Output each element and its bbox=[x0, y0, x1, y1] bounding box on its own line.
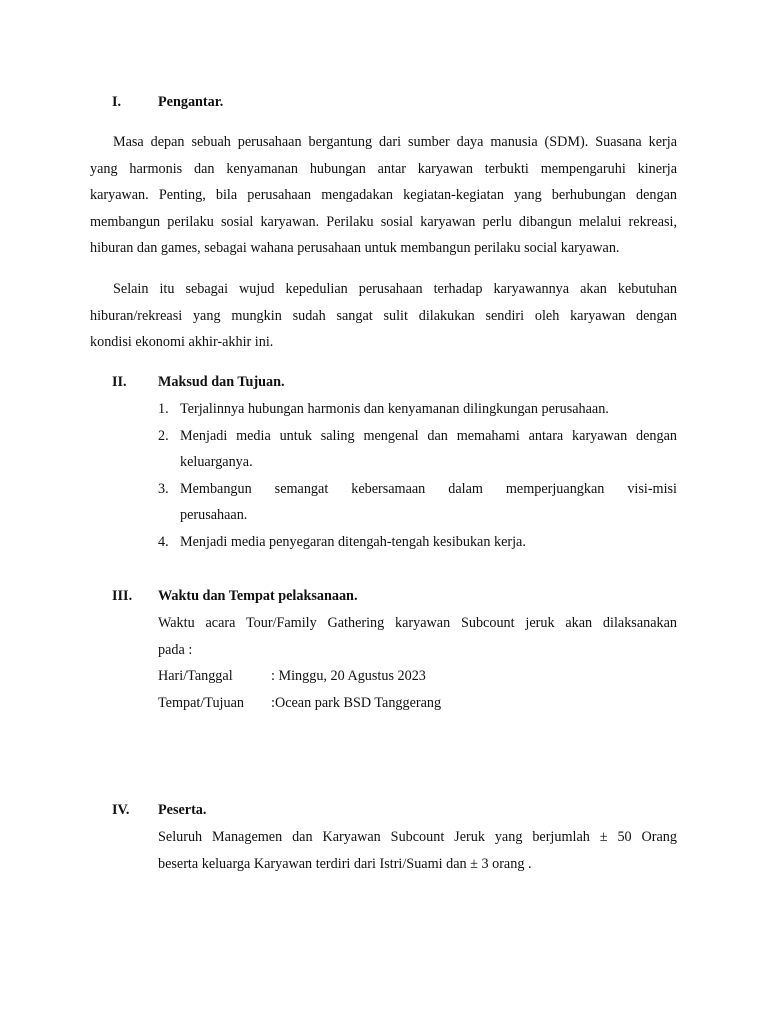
section-4-number: IV. bbox=[112, 802, 130, 818]
section-2-title: Maksud dan Tujuan. bbox=[158, 374, 285, 390]
paragraph-line: Seluruh Managemen dan Karyawan Subcount Jeruk yang berjumlah ± 50 Orang bbox=[158, 829, 677, 845]
section-1-paragraph-1 bbox=[90, 129, 677, 262]
list-item-text: keluarganya. bbox=[180, 454, 253, 470]
list-item-text: Menjadi media penyegaran ditengah-tengah kesibukan kerja. bbox=[180, 533, 526, 550]
section-1-title: Pengantar. bbox=[158, 94, 224, 110]
paragraph-line: kondisi ekonomi akhir-akhir ini. bbox=[90, 334, 274, 350]
list-item-text: Terjalinnya hubungan harmonis dan kenyamanan dilingkungan perusahaan. bbox=[180, 401, 609, 417]
section-1-paragraph-2 bbox=[90, 276, 677, 356]
list-item-number: 3. bbox=[158, 480, 169, 497]
paragraph-line: hiburan/rekreasi yang mungkin sudah sangat sulit dilakukan sendiri oleh karyawan dengan bbox=[90, 307, 677, 324]
place-label: Tempat/Tujuan bbox=[158, 695, 244, 711]
list-item-text: perusahaan. bbox=[180, 507, 248, 523]
section-4-paragraph bbox=[158, 824, 677, 877]
place-value: :Ocean park BSD Tanggerang bbox=[271, 695, 442, 711]
section-4-title: Peserta. bbox=[158, 802, 207, 818]
date-value: : Minggu, 20 Agustus 2023 bbox=[271, 668, 426, 684]
list-item-number: 4. bbox=[158, 533, 169, 550]
paragraph-line: pada : bbox=[158, 641, 193, 658]
paragraph-line: karyawan. Penting, bila perusahaan mengadakan kegiatan-kegiatan yang berhubungan dengan bbox=[90, 187, 677, 203]
section-3-title: Waktu dan Tempat pelaksanaan. bbox=[158, 588, 358, 604]
list-item bbox=[158, 529, 677, 556]
date-label: Hari/Tanggal bbox=[158, 668, 233, 684]
section-2-number: II. bbox=[112, 374, 127, 390]
section-3-number: III. bbox=[112, 588, 133, 604]
list-item-text: Membangun semangat kebersamaan dalam memperjuangkan visi-misi bbox=[180, 480, 677, 497]
list-item-number: 1. bbox=[158, 401, 169, 417]
section-1-number: I. bbox=[112, 94, 122, 110]
list-item-text: Menjadi media untuk saling mengenal dan memahami antara karyawan dengan bbox=[180, 427, 677, 444]
paragraph-line: hiburan dan games, sebagai wahana perusahaan untuk membangun perilaku social karyawan. bbox=[90, 240, 620, 256]
list-item bbox=[158, 476, 677, 529]
paragraph-line: yang harmonis dan kenyamanan hubungan antar karyawan terbukti mempengaruhi kinerja bbox=[90, 160, 677, 177]
paragraph-line: Selain itu sebagai wujud kepedulian perusahaan terhadap karyawannya akan kebutuhan bbox=[113, 281, 677, 297]
list-item bbox=[158, 423, 677, 476]
paragraph-line: beserta keluarga Karyawan terdiri dari Istri/Suami dan ± 3 orang . bbox=[158, 855, 532, 872]
paragraph-line: membangun perilaku sosial karyawan. Perilaku sosial karyawan perlu dibangun melalui rekreasi, bbox=[90, 213, 677, 230]
list-item-number: 2. bbox=[158, 427, 169, 444]
paragraph-line: Masa depan sebuah perusahaan bergantung dari sumber daya manusia (SDM). Suasana kerja bbox=[113, 134, 677, 150]
paragraph-line: Waktu acara Tour/Family Gathering karyawan Subcount jeruk akan dilaksanakan bbox=[158, 615, 677, 631]
section-3-intro bbox=[158, 610, 677, 663]
list-item bbox=[158, 396, 677, 423]
objectives-list bbox=[158, 396, 677, 555]
